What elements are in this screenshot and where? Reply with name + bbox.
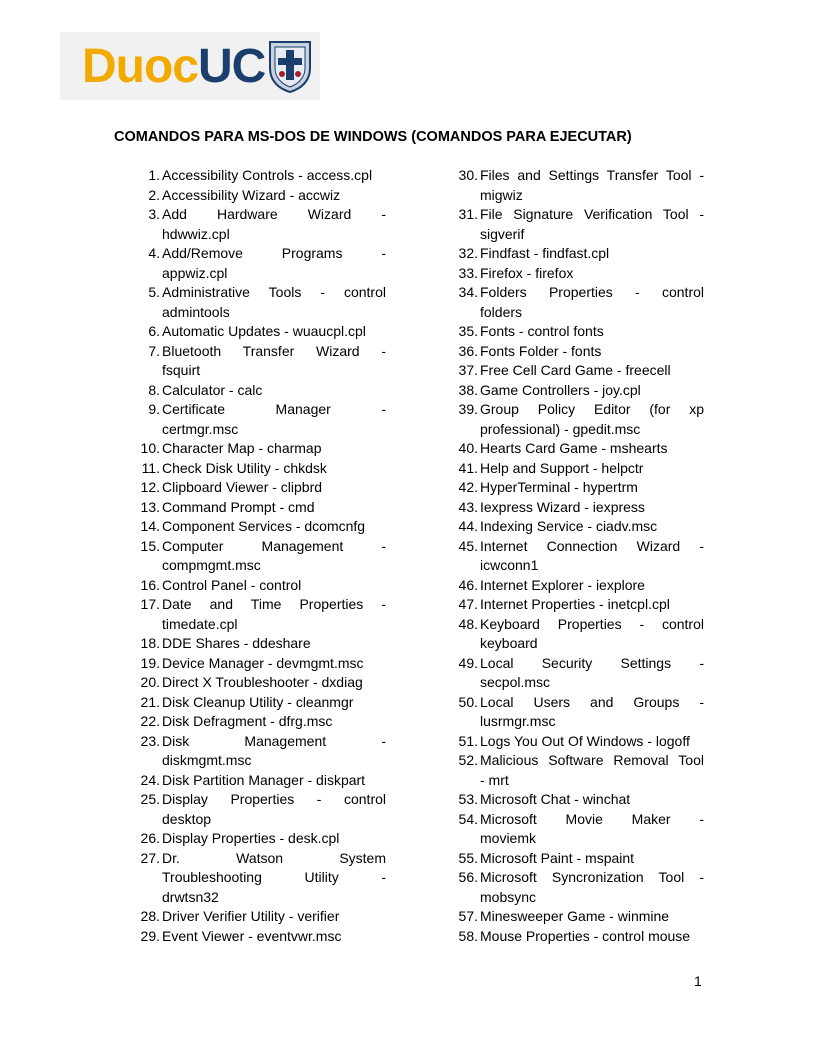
list-item-number: 52. bbox=[458, 752, 478, 768]
list-item-number: 30. bbox=[458, 167, 478, 183]
list-item-text bbox=[479, 459, 704, 479]
list-item bbox=[448, 907, 704, 927]
list-item-line: Display Properties - desk.cpl bbox=[162, 830, 340, 846]
list-item-number: 20. bbox=[140, 674, 160, 690]
list-item-number: 31. bbox=[458, 206, 478, 222]
list-item bbox=[130, 498, 386, 518]
list-item bbox=[448, 400, 704, 439]
list-item-number: 46. bbox=[458, 576, 478, 593]
list-item-line: desktop bbox=[162, 810, 212, 827]
list-item-number: 18. bbox=[140, 635, 160, 651]
list-item-number: 3. bbox=[148, 206, 160, 222]
list-item bbox=[448, 732, 704, 752]
command-list-right bbox=[448, 166, 704, 946]
list-item-line: Control Panel - control bbox=[162, 576, 302, 593]
list-item bbox=[448, 478, 704, 498]
list-item bbox=[448, 927, 704, 947]
list-item-line: Local Security Settings - bbox=[480, 654, 704, 671]
list-item-number: 53. bbox=[458, 791, 478, 807]
list-item-line: Troubleshooting Utility - bbox=[162, 869, 386, 885]
list-item-line: moviemk bbox=[480, 830, 537, 846]
list-item-text bbox=[161, 322, 386, 342]
list-item-line: Internet Connection Wizard - bbox=[480, 537, 704, 554]
list-item-line: Folders Properties - control bbox=[480, 284, 704, 300]
list-item-line: appwiz.cpl bbox=[162, 264, 228, 281]
list-item-line: lusrmgr.msc bbox=[480, 713, 556, 729]
list-item-number: 42. bbox=[458, 479, 478, 495]
list-item-text bbox=[161, 595, 386, 634]
list-item-text bbox=[161, 478, 386, 498]
list-item-line: hdwwiz.cpl bbox=[162, 225, 230, 242]
list-item-line: diskmgmt.msc bbox=[162, 752, 252, 768]
list-item-line: keyboard bbox=[480, 635, 538, 651]
list-item-line: compmgmt.msc bbox=[162, 557, 261, 573]
list-item bbox=[130, 732, 386, 771]
list-item-text bbox=[479, 790, 704, 810]
list-item-line: Microsoft Paint - mspaint bbox=[480, 849, 635, 866]
list-item-line: Clipboard Viewer - clipbrd bbox=[162, 479, 323, 495]
list-item-text bbox=[161, 342, 386, 381]
list-item-number: 49. bbox=[458, 654, 478, 671]
list-item-line: - mrt bbox=[480, 771, 509, 788]
list-item-line: Administrative Tools - control bbox=[162, 284, 386, 300]
list-item-line: fsquirt bbox=[162, 362, 201, 378]
list-item-line: folders bbox=[480, 303, 523, 320]
list-item-line: migwiz bbox=[480, 186, 523, 203]
list-item-text bbox=[479, 400, 704, 439]
list-item-line: Component Services - dcomcnfg bbox=[162, 518, 366, 534]
list-item bbox=[130, 205, 386, 244]
list-item-line: Fonts - control fonts bbox=[480, 323, 604, 339]
list-item-line: Disk Management - bbox=[162, 732, 386, 749]
list-item-line: Certificate Manager - bbox=[162, 401, 386, 417]
logo-duoc-text: Duoc bbox=[82, 40, 198, 93]
list-item-number: 28. bbox=[140, 908, 160, 924]
list-item-number: 39. bbox=[458, 401, 478, 417]
list-item bbox=[448, 459, 704, 479]
list-item-line: Fonts Folder - fonts bbox=[480, 342, 602, 359]
list-item-line: Bluetooth Transfer Wizard - bbox=[162, 342, 386, 359]
list-item-text bbox=[479, 927, 704, 947]
list-item bbox=[130, 478, 386, 498]
list-item-text bbox=[479, 361, 704, 381]
list-item bbox=[448, 693, 704, 732]
list-item-number: 24. bbox=[140, 771, 160, 788]
list-item-number: 50. bbox=[458, 693, 478, 710]
list-item-number: 8. bbox=[148, 381, 160, 398]
list-item-number: 25. bbox=[140, 791, 160, 807]
list-item-line: Direct X Troubleshooter - dxdiag bbox=[162, 674, 363, 690]
list-item-text bbox=[161, 654, 386, 674]
list-item-line: Disk Defragment - dfrg.msc bbox=[162, 713, 333, 729]
list-item bbox=[130, 381, 386, 401]
list-item-text bbox=[479, 907, 704, 927]
list-item-number: 38. bbox=[458, 381, 478, 398]
list-item bbox=[448, 790, 704, 810]
list-item bbox=[448, 654, 704, 693]
list-item-line: Hearts Card Game - mshearts bbox=[480, 440, 668, 456]
list-item bbox=[130, 927, 386, 947]
list-item bbox=[130, 244, 386, 283]
list-item bbox=[448, 283, 704, 322]
list-item bbox=[130, 693, 386, 713]
list-item-number: 32. bbox=[458, 245, 478, 261]
list-item-number: 17. bbox=[140, 596, 160, 612]
list-item-text bbox=[161, 517, 386, 537]
list-item bbox=[448, 205, 704, 244]
list-item-number: 48. bbox=[458, 615, 478, 632]
list-item bbox=[448, 342, 704, 362]
list-item-line: Keyboard Properties - control bbox=[480, 615, 704, 632]
list-item-text bbox=[161, 381, 386, 401]
list-item bbox=[448, 537, 704, 576]
list-item bbox=[130, 517, 386, 537]
list-item-line: Internet Explorer - iexplore bbox=[480, 576, 645, 593]
list-item-number: 2. bbox=[148, 186, 160, 203]
list-item-line: Findfast - findfast.cpl bbox=[480, 245, 610, 261]
list-item-number: 36. bbox=[458, 342, 478, 359]
list-item-text bbox=[479, 732, 704, 752]
list-item bbox=[448, 361, 704, 381]
list-item bbox=[130, 634, 386, 654]
list-item-number: 14. bbox=[140, 518, 160, 534]
list-item-text bbox=[161, 771, 386, 791]
list-item-text bbox=[161, 439, 386, 459]
list-item bbox=[130, 907, 386, 927]
list-item-line: Add/Remove Programs - bbox=[162, 245, 386, 261]
list-item-number: 13. bbox=[140, 498, 160, 515]
logo-wordmark bbox=[82, 39, 265, 95]
list-item bbox=[130, 283, 386, 322]
list-item-text bbox=[161, 166, 386, 186]
list-item-line: Disk Cleanup Utility - cleanmgr bbox=[162, 693, 354, 710]
list-item bbox=[130, 439, 386, 459]
list-item-text bbox=[479, 478, 704, 498]
list-item-text bbox=[479, 264, 704, 284]
list-item-number: 7. bbox=[148, 342, 160, 359]
list-item-text bbox=[479, 517, 704, 537]
list-item-number: 21. bbox=[140, 693, 160, 710]
list-item-line: HyperTerminal - hypertrm bbox=[480, 479, 638, 495]
list-item-line: Automatic Updates - wuaucpl.cpl bbox=[162, 323, 366, 339]
list-item-line: Local Users and Groups - bbox=[480, 693, 704, 710]
list-item-text bbox=[161, 459, 386, 479]
list-item-line: Files and Settings Transfer Tool - bbox=[480, 167, 704, 183]
list-item bbox=[448, 849, 704, 869]
list-item-line: Help and Support - helpctr bbox=[480, 459, 644, 476]
list-item-text bbox=[479, 693, 704, 732]
list-item-text bbox=[479, 849, 704, 869]
list-item bbox=[448, 576, 704, 596]
list-item-text bbox=[161, 576, 386, 596]
list-item-line: Firefox - firefox bbox=[480, 264, 574, 281]
list-item bbox=[448, 595, 704, 615]
list-item-line: Calculator - calc bbox=[162, 381, 263, 398]
list-item-number: 4. bbox=[148, 245, 160, 261]
list-item-line: Iexpress Wizard - iexpress bbox=[480, 498, 645, 515]
list-item-number: 56. bbox=[458, 869, 478, 885]
list-item-line: Microsoft Movie Maker - bbox=[480, 810, 704, 827]
list-item-line: Character Map - charmap bbox=[162, 440, 322, 456]
list-item-line: Event Viewer - eventvwr.msc bbox=[162, 927, 342, 944]
list-item-line: drwtsn32 bbox=[162, 888, 219, 905]
list-item bbox=[130, 400, 386, 439]
list-item-number: 57. bbox=[458, 908, 478, 924]
list-item bbox=[130, 771, 386, 791]
list-item-number: 35. bbox=[458, 323, 478, 339]
list-item-number: 43. bbox=[458, 498, 478, 515]
list-item-text bbox=[161, 829, 386, 849]
list-item-line: icwconn1 bbox=[480, 557, 539, 573]
list-item-number: 6. bbox=[148, 323, 160, 339]
list-item-line: Driver Verifier Utility - verifier bbox=[162, 908, 340, 924]
list-item-number: 33. bbox=[458, 264, 478, 281]
list-item-line: secpol.msc bbox=[480, 674, 551, 690]
list-item-text bbox=[161, 927, 386, 947]
page-number: 1 bbox=[694, 973, 702, 989]
list-item-text bbox=[161, 400, 386, 439]
list-item-text bbox=[161, 693, 386, 713]
list-item-text bbox=[479, 342, 704, 362]
list-item bbox=[130, 595, 386, 634]
list-item-line: mobsync bbox=[480, 888, 537, 905]
list-item-number: 9. bbox=[148, 401, 160, 417]
logo-uc-text: UC bbox=[198, 40, 266, 93]
list-item-text bbox=[479, 576, 704, 596]
list-item-text bbox=[161, 186, 386, 206]
list-item bbox=[130, 166, 386, 186]
list-item-text bbox=[479, 810, 704, 849]
list-item bbox=[448, 439, 704, 459]
list-item bbox=[448, 615, 704, 654]
list-item-text bbox=[161, 537, 386, 576]
list-item-line: File Signature Verification Tool - bbox=[480, 206, 704, 222]
list-item bbox=[130, 322, 386, 342]
list-item-line: timedate.cpl bbox=[162, 615, 238, 632]
list-item-number: 47. bbox=[458, 596, 478, 612]
list-item-number: 58. bbox=[458, 927, 478, 944]
list-item-number: 12. bbox=[140, 479, 160, 495]
list-item-text bbox=[479, 751, 704, 790]
list-item-line: DDE Shares - ddeshare bbox=[162, 635, 311, 651]
list-item-text bbox=[161, 283, 386, 322]
list-item-line: Command Prompt - cmd bbox=[162, 498, 315, 515]
list-item-number: 34. bbox=[458, 284, 478, 300]
list-item-text bbox=[479, 205, 704, 244]
list-item-line: Accessibility Controls - access.cpl bbox=[162, 167, 373, 183]
list-item-number: 19. bbox=[140, 654, 160, 671]
list-item-number: 41. bbox=[458, 459, 478, 476]
list-item-line: Game Controllers - joy.cpl bbox=[480, 381, 641, 398]
list-item-line: Check Disk Utility - chkdsk bbox=[162, 459, 327, 476]
list-item bbox=[130, 849, 386, 908]
list-item-text bbox=[479, 654, 704, 693]
list-item-number: 54. bbox=[458, 810, 478, 827]
list-item-number: 51. bbox=[458, 732, 478, 749]
command-list-left bbox=[130, 166, 386, 946]
list-item-text bbox=[161, 907, 386, 927]
list-item-line: admintools bbox=[162, 303, 230, 320]
list-item bbox=[448, 751, 704, 790]
duoc-uc-logo bbox=[60, 32, 320, 100]
list-item bbox=[130, 342, 386, 381]
list-item-number: 45. bbox=[458, 537, 478, 554]
list-item-number: 29. bbox=[140, 927, 160, 944]
list-item-text bbox=[161, 712, 386, 732]
list-item bbox=[448, 322, 704, 342]
list-item bbox=[448, 498, 704, 518]
list-item bbox=[130, 576, 386, 596]
list-item-number: 5. bbox=[148, 284, 160, 300]
list-item-text bbox=[161, 498, 386, 518]
list-item-line: Device Manager - devmgmt.msc bbox=[162, 654, 364, 671]
list-item-number: 15. bbox=[140, 537, 160, 554]
list-item-line: Minesweeper Game - winmine bbox=[480, 908, 670, 924]
list-item-text bbox=[479, 439, 704, 459]
list-item-line: Accessibility Wizard - accwiz bbox=[162, 186, 341, 203]
list-item-number: 26. bbox=[140, 830, 160, 846]
list-item bbox=[130, 537, 386, 576]
list-item bbox=[130, 829, 386, 849]
list-item-text bbox=[161, 732, 386, 771]
list-item bbox=[448, 166, 704, 205]
list-item-line: Free Cell Card Game - freecell bbox=[480, 362, 671, 378]
list-item-text bbox=[161, 244, 386, 283]
list-item-line: Malicious Software Removal Tool bbox=[480, 752, 704, 768]
list-item-line: sigverif bbox=[480, 225, 525, 242]
list-item-line: Indexing Service - ciadv.msc bbox=[480, 518, 658, 534]
list-item-text bbox=[479, 868, 704, 907]
list-item-number: 37. bbox=[458, 362, 478, 378]
list-item bbox=[448, 244, 704, 264]
list-item-line: Display Properties - control bbox=[162, 791, 386, 807]
list-item bbox=[130, 712, 386, 732]
list-item-line: Group Policy Editor (for xp bbox=[480, 401, 704, 417]
list-item-text bbox=[161, 849, 386, 908]
list-item-number: 44. bbox=[458, 518, 478, 534]
list-item bbox=[448, 381, 704, 401]
list-item bbox=[130, 459, 386, 479]
list-item bbox=[130, 654, 386, 674]
list-item-number: 27. bbox=[140, 849, 160, 866]
list-item-line: Microsoft Syncronization Tool - bbox=[480, 869, 704, 885]
list-item-text bbox=[479, 244, 704, 264]
list-item-line: Logs You Out Of Windows - logoff bbox=[480, 732, 690, 749]
list-item-text bbox=[479, 283, 704, 322]
list-item-text bbox=[161, 634, 386, 654]
list-item-number: 23. bbox=[140, 732, 160, 749]
list-item-number: 16. bbox=[140, 576, 160, 593]
list-item-text bbox=[161, 790, 386, 829]
list-item-line: Date and Time Properties - bbox=[162, 596, 386, 612]
list-item-line: Mouse Properties - control mouse bbox=[480, 927, 691, 944]
list-item-number: 11. bbox=[141, 459, 160, 476]
list-item-number: 55. bbox=[458, 849, 478, 866]
document-title: COMANDOS PARA MS-DOS DE WINDOWS (COMANDOS PARA EJECUTAR) bbox=[114, 129, 632, 145]
list-item-text bbox=[479, 498, 704, 518]
list-item-line: certmgr.msc bbox=[162, 420, 239, 437]
list-item-text bbox=[479, 595, 704, 615]
list-item-line: Computer Management - bbox=[162, 537, 386, 554]
list-item-line: Disk Partition Manager - diskpart bbox=[162, 771, 366, 788]
list-item-line: Dr. Watson System bbox=[162, 849, 386, 866]
list-item-text bbox=[161, 205, 386, 244]
list-item-text bbox=[479, 615, 704, 654]
list-item-text bbox=[479, 322, 704, 342]
list-item-text bbox=[479, 381, 704, 401]
list-item bbox=[130, 790, 386, 829]
list-item-number: 10. bbox=[140, 440, 160, 456]
list-item-text bbox=[479, 537, 704, 576]
list-item-line: Internet Properties - inetcpl.cpl bbox=[480, 596, 670, 612]
list-item-number: 22. bbox=[140, 713, 160, 729]
list-item-line: professional) - gpedit.msc bbox=[480, 420, 641, 437]
list-item-text bbox=[479, 166, 704, 205]
list-item bbox=[448, 517, 704, 537]
list-item-line: Add Hardware Wizard - bbox=[162, 206, 386, 222]
list-item bbox=[130, 673, 386, 693]
list-item bbox=[130, 186, 386, 206]
list-item-number: 40. bbox=[458, 440, 478, 456]
list-item-line: Microsoft Chat - winchat bbox=[480, 791, 631, 807]
list-item-text bbox=[161, 673, 386, 693]
university-seal-icon bbox=[266, 38, 314, 94]
list-item-number: 1. bbox=[148, 167, 160, 183]
list-item bbox=[448, 264, 704, 284]
list-item bbox=[448, 810, 704, 849]
list-item bbox=[448, 868, 704, 907]
